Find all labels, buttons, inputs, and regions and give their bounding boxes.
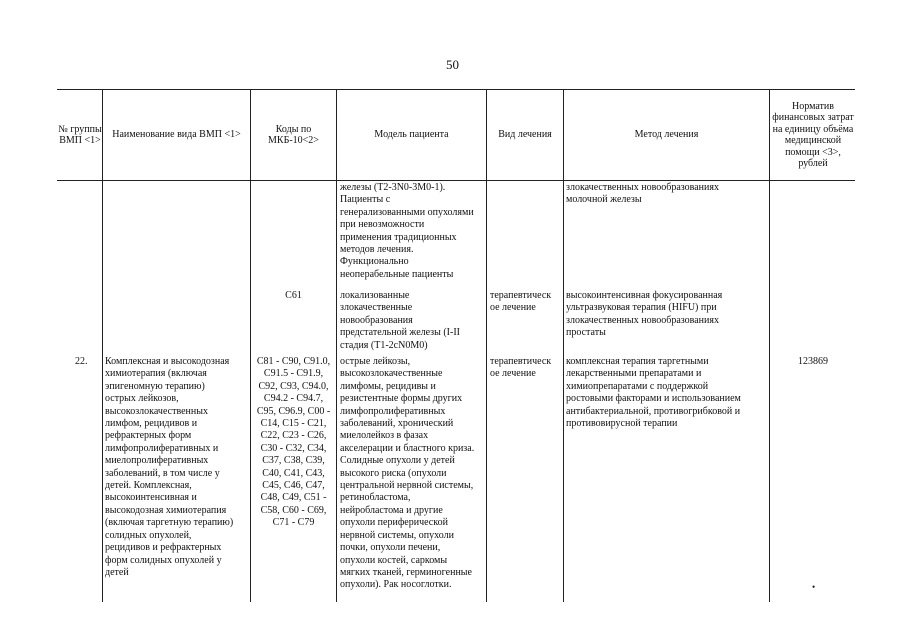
header-icd-codes: Коды по МКБ-10<2> <box>268 123 319 146</box>
row2-patient-model: локализованные злокачественные новообразования предстательной железы (I-II стадия (T1-2cN0M0) <box>340 290 461 351</box>
row3-vmp-name: Комплексная и высокодозная химиотерапия (включая эпигеномную терапию) острых лейкозов, высокозлокачественных лимфом, рецидивов и рефрактерных форм лимфопролиферативных и миелопролиферативных заболеваний, в том числе у детей. Комплексная, высокоинтенсивная и высокодозная химиотерапия (включая таргетную терапию) солидных опухолей, рецидивов и рефрактерных форм солидных опухолей у детей <box>105 356 234 578</box>
row3-treatment-method: комплексная терапия таргетными лекарственными препаратами и химиопрепаратами с поддержкой ростовыми факторами и использованием антибактериальной, противогрибковой и противовирусной терапии <box>566 356 741 430</box>
header-group-number: № группы ВМП <1> <box>58 123 102 146</box>
row3-patient-model: острые лейкозы, высокозлокачественные лимфомы, рецидивы и резистентные формы других лимфопролиферативных заболеваний, хронический миелолейкоз в фазах акселерации и бластного криза. Солидные опухоли у детей высокого риска (опухоли центральной нервной системы, ретинобластома, нейробластома и другие опухоли периферической нервной системы, опухоли почки, опухоли печени, опухоли костей, саркомы мягких тканей, герминогенные опухоли). Рак носоглотки. <box>340 356 475 591</box>
row3-group-number: 22. <box>75 356 88 367</box>
header-patient-model: Модель пациента <box>374 129 449 141</box>
header-treatment-method: Метод лечения <box>634 129 699 141</box>
header-treatment-type: Вид лечения <box>498 129 552 141</box>
row3-icd-codes: C81 - C90, C91.0, C91.5 - C91.9, C92, C93, C94.0, C94.2 - C94.7, C95, C96.9, C00 - C14, C15 - C21, C22, C23 - C26, C30 - C32, C34, C37, C38, C39, C40, C41, C43, C45, C46, C47, C48, C49, C51 - C58, C60 - C69, C71 - C79 <box>256 356 331 529</box>
header-vmp-name: Наименование вида ВМП <1> <box>112 129 241 141</box>
scan-speck: • <box>812 582 816 592</box>
row2-icd-codes: C61 <box>285 290 302 301</box>
row2-treatment-method: высокоинтенсивная фокусированная ультразвуковая терапия (HIFU) при злокачественных новообразованиях простаты <box>566 290 723 339</box>
page-number: 50 <box>446 57 459 72</box>
table-header-bottom-border <box>57 180 855 181</box>
header-cost-standard: Норматив финансовых затрат на единицу объёма медицинской помощи <3>, рублей <box>772 100 854 169</box>
row3-cost: 123869 <box>798 356 828 367</box>
row3-treatment-type: терапевтическ ое лечение <box>490 356 552 380</box>
row1-treatment-method: злокачественных новообразованиях молочной железы <box>566 182 719 206</box>
row1-patient-model: железы (Т2-3N0-3M0-1). Пациенты с генерализованными опухолями при невозможности применения традиционных методов лечения. Функционально неоперабельные пациенты <box>340 182 474 280</box>
row2-treatment-type: терапевтическ ое лечение <box>490 290 552 314</box>
